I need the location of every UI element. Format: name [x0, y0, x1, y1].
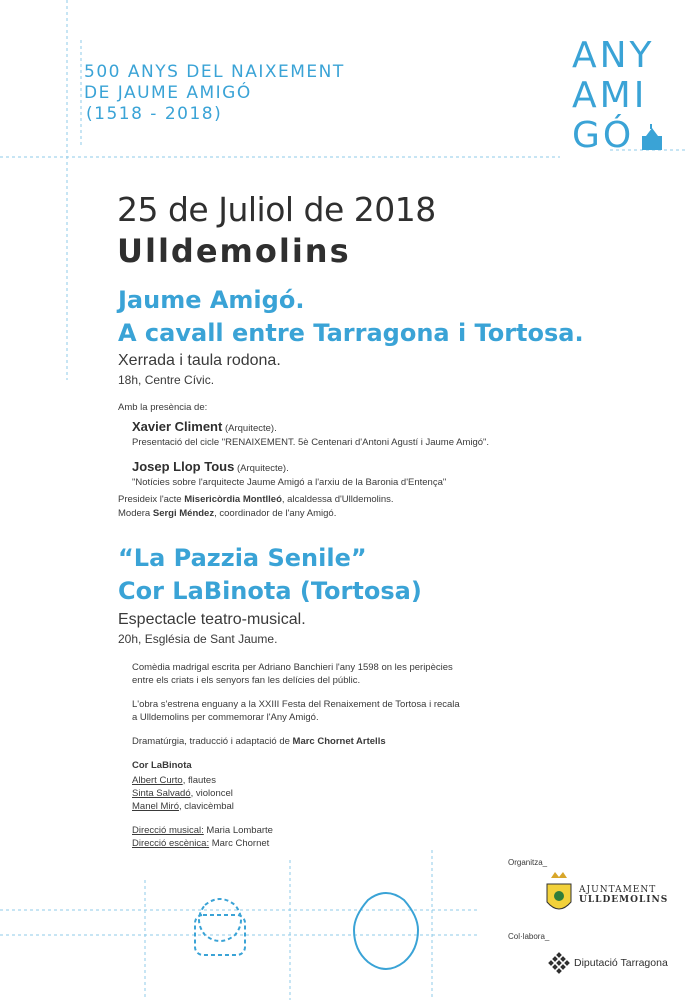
- event-date: 25 de Juliol de 2018: [117, 190, 436, 229]
- organizer-label: Organitza_: [508, 858, 548, 867]
- stage-direction-label: Direcció escènica:: [132, 838, 210, 849]
- musical-direction-label: Direcció musical:: [132, 825, 204, 836]
- logo-line-1: ANY: [572, 35, 655, 76]
- cast-member-name: Albert Curto: [132, 775, 183, 786]
- diputacio-logo-icon: [548, 952, 570, 974]
- dramaturgy-prefix: Dramatúrgia, traducció i adaptació de: [132, 736, 293, 747]
- show-paragraph-1: [132, 661, 453, 687]
- talk-title-line-1: Jaume Amigó.: [118, 286, 305, 314]
- dramaturgy-name: Marc Chornet Artells: [292, 736, 386, 747]
- speaker-2: [132, 458, 446, 489]
- moderates-line: [118, 507, 336, 520]
- show-paragraph-2-line-1: L'obra s'estrena enguany a la XXIII Festa del Renaixement de Tortosa i recala: [132, 699, 460, 710]
- presides-name: Misericòrdia Montlleó: [184, 494, 282, 505]
- show-paragraph-2: [132, 698, 460, 724]
- moderates-name: Sergi Méndez: [152, 508, 215, 519]
- musical-direction-name: Maria Lombarte: [203, 825, 273, 836]
- speaker-1-desc: Presentació del cicle "RENAIXEMENT. 5è Centenari d'Antoni Agustí i Jaume Amigó".: [132, 437, 490, 448]
- cast-member-name: Sinta Salvadó: [132, 788, 191, 799]
- show-subtitle: Espectacle teatro-musical.: [118, 611, 306, 628]
- moderates-prefix: Modera: [118, 508, 153, 519]
- cast-member-name: Manel Miró: [132, 801, 179, 812]
- cast-list: [132, 759, 234, 813]
- cast-member-role: , flautes: [182, 775, 216, 786]
- collaborator-name: Diputació Tarragona: [574, 957, 668, 969]
- stage-direction-name: Marc Chornet: [209, 838, 270, 849]
- cast-member-role: , violoncel: [190, 788, 233, 799]
- any-amigo-logo: [572, 36, 666, 156]
- show-title: [118, 542, 422, 608]
- header-line-3: (1518 - 2018): [86, 104, 223, 124]
- direction-credits: [132, 824, 273, 850]
- speaker-2-desc: "Notícies sobre l'arquitecte Jaume Amigó a l'arxiu de la Baronia d'Entença": [132, 477, 447, 488]
- talk-title: [118, 284, 584, 350]
- collaborator-logo: [548, 952, 668, 974]
- collaborator-label: Col·labora_: [508, 932, 550, 941]
- show-paragraph-1-line-1: Comèdia madrigal escrita per Adriano Banchieri l'any 1598 on les peripècies: [132, 662, 453, 673]
- organizer-line-2: ULLDEMOLINS: [579, 895, 669, 905]
- talk-title-line-2: A cavall entre Tarragona i Tortosa.: [118, 319, 584, 347]
- logo-line-3: GÓ: [572, 115, 635, 156]
- organizer-line-1: AJUNTAMENT: [579, 885, 657, 895]
- presides-suffix: , alcaldessa d'Ulldemolins.: [281, 494, 394, 505]
- talk-subtitle: Xerrada i taula rodona.: [118, 352, 281, 369]
- header-line-2: DE JAUME AMIGÓ: [84, 83, 252, 103]
- anniversary-header: [84, 62, 345, 125]
- speaker-1-name: Xavier Climent: [132, 419, 223, 434]
- dramaturgy-line: [132, 735, 386, 748]
- organizer-logo: [543, 872, 668, 918]
- speaker-2-name: Josep Llop Tous: [132, 459, 235, 474]
- cast-member: [132, 787, 234, 800]
- logo-line-2: AMI: [572, 75, 648, 116]
- quatrefoil-ornaments: [195, 893, 418, 969]
- show-title-line-1: “La Pazzia Senile”: [118, 544, 367, 572]
- chapel-icon: [638, 124, 666, 152]
- header-line-1: 500 ANYS DEL NAIXEMENT: [84, 62, 345, 82]
- cast-heading: Cor LaBinota: [132, 760, 192, 771]
- show-time-place: 20h, Església de Sant Jaume.: [118, 632, 278, 646]
- coat-of-arms-icon: [543, 872, 575, 918]
- speaker-1-role: (Arquitecte).: [222, 423, 277, 434]
- presides-line: [118, 493, 394, 506]
- show-title-line-2: Cor LaBinota (Tortosa): [118, 577, 422, 605]
- cast-member-role: , clavicèmbal: [179, 801, 234, 812]
- moderates-suffix: , coordinador de l'any Amigó.: [214, 508, 337, 519]
- presence-intro: Amb la presència de:: [118, 402, 208, 413]
- cast-member: [132, 800, 234, 813]
- event-place: Ulldemolins: [117, 232, 351, 270]
- show-paragraph-1-line-2: entre els criats i els senyors fan les delícies del públic.: [132, 675, 361, 686]
- show-paragraph-2-line-2: a Ulldemolins per commemorar l'Any Amigó.: [132, 712, 319, 723]
- talk-time-place: 18h, Centre Cívic.: [118, 373, 215, 387]
- presides-prefix: Presideix l'acte: [118, 494, 185, 505]
- speaker-2-role: (Arquitecte).: [234, 463, 289, 474]
- cast-member: [132, 774, 234, 787]
- speaker-1: [132, 418, 489, 449]
